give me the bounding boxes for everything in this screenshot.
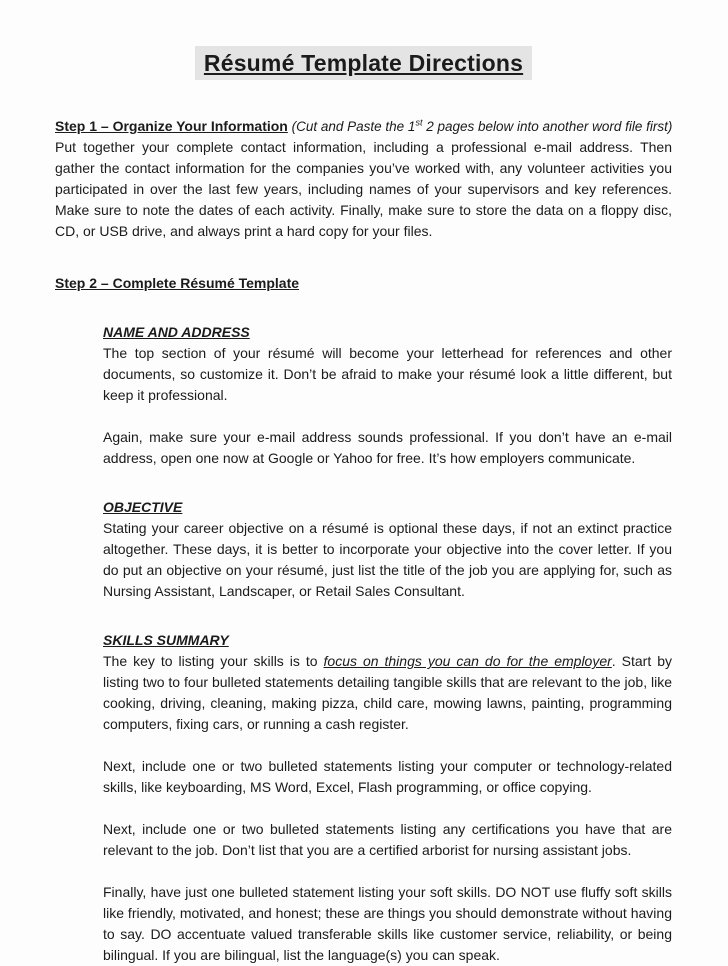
step1-heading: Step 1 – Organize Your Information: [55, 118, 288, 134]
skills-paragraph-2: Next, include one or two bulleted statements listing your computer or technology-related skills, like keyboarding, MS Word, Excel, Flash programming, or office copying.: [103, 758, 672, 795]
step2-heading: Step 2 – Complete Résumé Template: [55, 275, 300, 291]
section-name-and-address: [103, 322, 672, 469]
step1-note-pre: (Cut and Paste the 1: [287, 119, 416, 134]
objective-heading: OBJECTIVE: [103, 499, 183, 515]
name-address-paragraph-2: Again, make sure your e-mail address sounds professional. If you don’t have an e-mail address, open one now at Google or Yahoo for free. It’s how employers communicate.: [103, 429, 672, 466]
step2-sections: [103, 322, 672, 966]
section-skills-summary: [103, 630, 672, 966]
skills-paragraph-1: [103, 651, 672, 735]
page-title: Résumé Template Directions: [195, 46, 532, 80]
objective-paragraph: Stating your career objective on a résumé is optional these days, if not an extinct practice altogether. These days, it is better to incorporate your objective into the cover letter. If you do put an objective on your résumé, just list the title of the job you are applying for, such as Nursing Assistant, Landscaper, or Retail Sales Consultant.: [103, 520, 672, 599]
skills-paragraph-4: Finally, have just one bulleted statement listing your soft skills. DO NOT use fluffy soft skills like friendly, motivated, and honest; these are things you should demonstrate without having to say. DO accentuate valued transferable skills like customer service, reliability, or being bilingual. If you are bilingual, list the language(s) you can speak.: [103, 884, 672, 963]
name-address-heading: NAME AND ADDRESS: [103, 324, 250, 340]
step1-heading-line: [55, 116, 672, 137]
name-address-paragraph-1: The top section of your résumé will become your letterhead for references and other documents, so customize it. Don’t be afraid to make your résumé look a little different, but keep it professional.: [103, 345, 672, 403]
step2-heading-line: [55, 275, 672, 293]
step1-note-post: 2 pages below into another word file first): [422, 119, 673, 134]
skills-paragraph-3: Next, include one or two bulleted statements listing any certifications you have that are relevant to the job. Don’t list that you are a certified arborist for nursing assistant jobs.: [103, 821, 672, 858]
skills-summary-heading: SKILLS SUMMARY: [103, 632, 229, 648]
step1-note-superscript: st: [415, 117, 423, 128]
title-row: [55, 46, 672, 80]
section-objective: [103, 497, 672, 602]
step1-paragraph: Put together your complete contact information, including a professional e-mail address. Then gather the contact information for the companies you’ve worked with, any volunteer activities you participated in over the last few years, including names of your supervisors and key references. Make sure to note the dates of each activity. Finally, make sure to store the data on a floppy disc, CD, or USB drive, and always print a hard copy for your files.: [55, 139, 672, 239]
skills-paragraph-1-pre: The key to listing your skills is to: [103, 653, 324, 669]
skills-paragraph-1-emphasis: focus on things you can do for the employer: [323, 653, 612, 669]
skills-paragraph-1-post: . Start by listing two to four bulleted statements detailing tangible skills that are relevant to the job, like cooking, driving, cleaning, making pizza, child care, mowing lawns, painting, programming computers, fixing cars, or running a cash register.: [103, 653, 672, 732]
step1-note: [288, 119, 672, 134]
